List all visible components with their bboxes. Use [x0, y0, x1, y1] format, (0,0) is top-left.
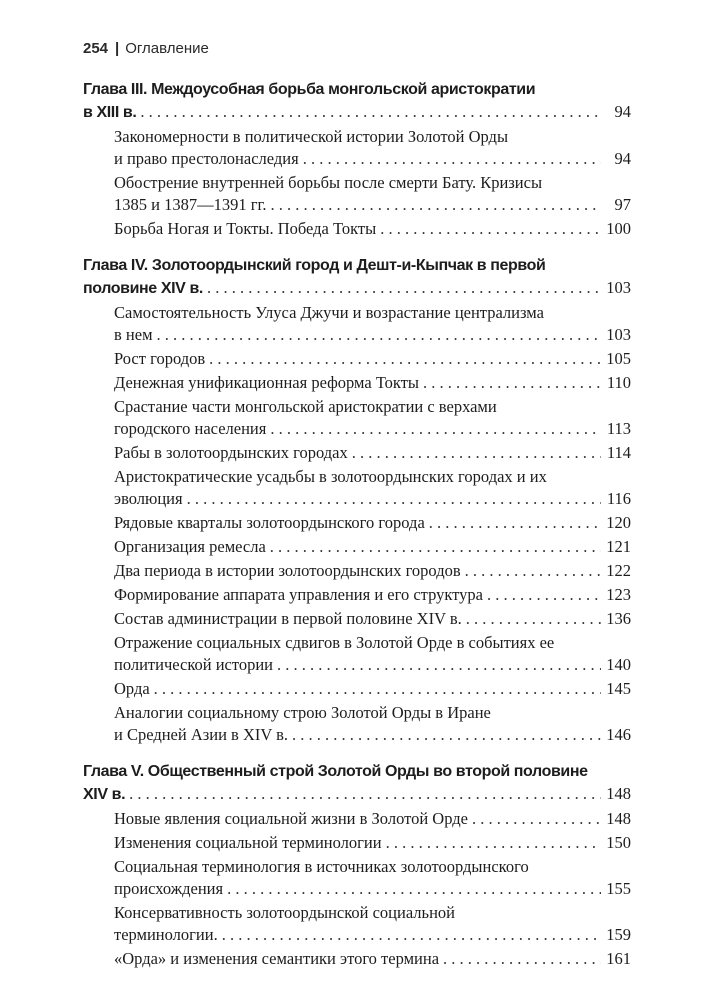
entry-page-number: 120: [606, 513, 631, 532]
entry-row: [114, 808, 631, 830]
entry-title: Аналогии социальному строю Золотой Орды в Иране: [114, 703, 491, 722]
toc-entry: [83, 832, 631, 854]
entry-title: Срастание части монгольской аристократии с верхами: [114, 397, 497, 416]
entry-row: [114, 724, 631, 746]
entry-row: [114, 418, 631, 440]
entry-page-number: 114: [606, 443, 631, 462]
chapter-title-continued: в XIII в.: [83, 104, 137, 121]
header-separator: |: [115, 40, 120, 57]
toc-entry: [83, 678, 631, 700]
dot-leader: [222, 924, 601, 946]
entry-page-number: 123: [606, 585, 631, 604]
entry-title: Изменения социальной терминологии: [114, 833, 382, 852]
entry-title-continued: и Средней Азии в XIV в.: [114, 725, 289, 744]
entry-title: Отражение социальных сдвигов в Золотой Орде в событиях ее: [114, 633, 555, 652]
chapter-page-number: 103: [606, 278, 631, 297]
dot-leader: [270, 536, 601, 558]
entry-row: [114, 560, 631, 582]
chapter-title: Глава IV. Золотоордынский город и Дешт-и-Кыпчак в первой: [83, 257, 546, 274]
entry-title: Рабы в золотоордынских городах: [114, 443, 348, 462]
entry-page-number: 100: [606, 219, 631, 238]
dot-leader: [154, 678, 601, 700]
entry-title-continued: эволюция: [114, 489, 183, 508]
toc-entry: [83, 172, 631, 216]
toc-entry: [83, 702, 631, 746]
toc-entry: [83, 560, 631, 582]
entry-row: [114, 948, 631, 970]
section-title: Оглавление: [125, 40, 209, 57]
dot-leader: [277, 654, 601, 676]
dot-leader: [187, 488, 601, 510]
entry-page-number: 148: [606, 809, 631, 828]
entry-row: [114, 372, 631, 394]
entry-title: Денежная унификационная реформа Токты: [114, 373, 420, 392]
toc-entry: [83, 632, 631, 676]
entry-title-continued: в нем: [114, 325, 153, 344]
entry-row: [114, 678, 631, 700]
chapter-title-row: [83, 101, 631, 124]
entry-title: Формирование аппарата управления и его структура: [114, 585, 483, 604]
entry-page-number: 161: [606, 949, 631, 968]
entry-page-number: 113: [606, 419, 631, 438]
dot-leader: [465, 560, 601, 582]
entry-title-continued: городского населения: [114, 419, 267, 438]
toc-entry: [83, 302, 631, 346]
chapter-title: Глава III. Междоусобная борьба монгольской аристократии: [83, 81, 536, 98]
toc-entry: [83, 902, 631, 946]
entry-title-continued: политической истории: [114, 655, 274, 674]
entry-page-number: 94: [614, 149, 631, 168]
dot-leader: [270, 418, 601, 440]
dot-leader: [380, 218, 601, 240]
toc-entry: [83, 218, 631, 240]
entry-page-number: 159: [606, 925, 631, 944]
chapter-title-row: [83, 277, 631, 300]
entry-row: [114, 348, 631, 370]
toc-entry: [83, 372, 631, 394]
entry-row: [114, 218, 631, 240]
dot-leader: [429, 512, 601, 534]
chapter-page-number: 94: [614, 102, 631, 121]
toc-chapter: [83, 255, 631, 746]
entry-title: Консервативность золотоордынской социальной: [114, 903, 455, 922]
entry-row: [114, 536, 631, 558]
entry-title: Аристократические усадьбы в золотоордынских городах и их: [114, 467, 547, 486]
entry-title: Новые явления социальной жизни в Золотой Орде: [114, 809, 468, 828]
dot-leader: [303, 148, 601, 170]
chapter-title: Глава V. Общественный строй Золотой Орды во второй половине: [83, 763, 588, 780]
toc-chapter: [83, 79, 631, 240]
chapter-page-number: 148: [606, 784, 631, 803]
entry-title: Рядовые кварталы золотоордынского города: [114, 513, 425, 532]
entry-row: [114, 878, 631, 900]
toc-entry: [83, 808, 631, 830]
toc-entry: [83, 856, 631, 900]
entry-page-number: 105: [606, 349, 631, 368]
entry-title: Социальная терминология в источниках золотоордынского: [114, 857, 529, 876]
toc-entry: [83, 126, 631, 170]
entry-page-number: 122: [606, 561, 631, 580]
entry-title: Обострение внутренней борьбы после смерти Бату. Кризисы: [114, 173, 543, 192]
dot-leader: [129, 783, 601, 805]
entry-title-continued: терминологии.: [114, 925, 218, 944]
dot-leader: [423, 372, 601, 394]
entry-row: [114, 832, 631, 854]
entry-row: [114, 194, 631, 216]
entry-page-number: 116: [606, 489, 631, 508]
entry-row: [114, 148, 631, 170]
entry-title-continued: происхождения: [114, 879, 224, 898]
entry-title: Два периода в истории золотоордынских городов: [114, 561, 461, 580]
dot-leader: [140, 101, 601, 123]
entry-title: Рост городов: [114, 349, 206, 368]
entry-row: [114, 608, 631, 630]
dot-leader: [209, 348, 601, 370]
toc-entry: [83, 584, 631, 606]
entry-row: [114, 442, 631, 464]
dot-leader: [443, 948, 601, 970]
dot-leader: [227, 878, 601, 900]
entry-page-number: 150: [606, 833, 631, 852]
entry-row: [114, 924, 631, 946]
dot-leader: [487, 584, 601, 606]
dot-leader: [207, 277, 601, 299]
entry-page-number: 140: [606, 655, 631, 674]
dot-leader: [352, 442, 601, 464]
toc-entry: [83, 348, 631, 370]
entry-page-number: 110: [606, 373, 631, 392]
entry-row: [114, 512, 631, 534]
entry-title: Закономерности в политической истории Золотой Орды: [114, 127, 509, 146]
entry-page-number: 145: [606, 679, 631, 698]
entry-row: [114, 654, 631, 676]
entry-title: Самостоятельность Улуса Джучи и возрастание централизма: [114, 303, 544, 322]
entry-title: Организация ремесла: [114, 537, 266, 556]
toc-entry: [83, 442, 631, 464]
entry-title-continued: и право престолонаследия: [114, 149, 299, 168]
entry-page-number: 103: [606, 325, 631, 344]
dot-leader: [386, 832, 601, 854]
toc-entry: [83, 466, 631, 510]
entry-page-number: 121: [606, 537, 631, 556]
dot-leader: [157, 324, 601, 346]
entry-page-number: 155: [606, 879, 631, 898]
chapter-title-continued: половине XIV в.: [83, 280, 203, 297]
toc-entry: [83, 948, 631, 970]
toc-entry: [83, 536, 631, 558]
entry-title-continued: 1385 и 1387—1391 гг.: [114, 195, 267, 214]
entry-title: «Орда» и изменения семантики этого термина: [114, 949, 440, 968]
toc-entry: [83, 512, 631, 534]
entry-page-number: 97: [614, 195, 631, 214]
table-of-contents: [83, 79, 631, 985]
entry-row: [114, 488, 631, 510]
entry-title: Орда: [114, 679, 150, 698]
entry-title: Борьба Ногая и Токты. Победа Токты: [114, 219, 377, 238]
toc-entry: [83, 608, 631, 630]
entry-page-number: 146: [606, 725, 631, 744]
chapter-title-continued: XIV в.: [83, 786, 126, 803]
dot-leader: [271, 194, 601, 216]
chapter-title-row: [83, 783, 631, 806]
toc-chapter: [83, 761, 631, 970]
entry-page-number: 136: [606, 609, 631, 628]
page-number: 254: [83, 40, 109, 57]
entry-row: [114, 584, 631, 606]
running-header: [83, 40, 209, 57]
entry-row: [114, 324, 631, 346]
toc-entry: [83, 396, 631, 440]
entry-title: Состав администрации в первой половине XIV в.: [114, 609, 462, 628]
dot-leader: [292, 724, 601, 746]
dot-leader: [472, 808, 601, 830]
dot-leader: [466, 608, 601, 630]
